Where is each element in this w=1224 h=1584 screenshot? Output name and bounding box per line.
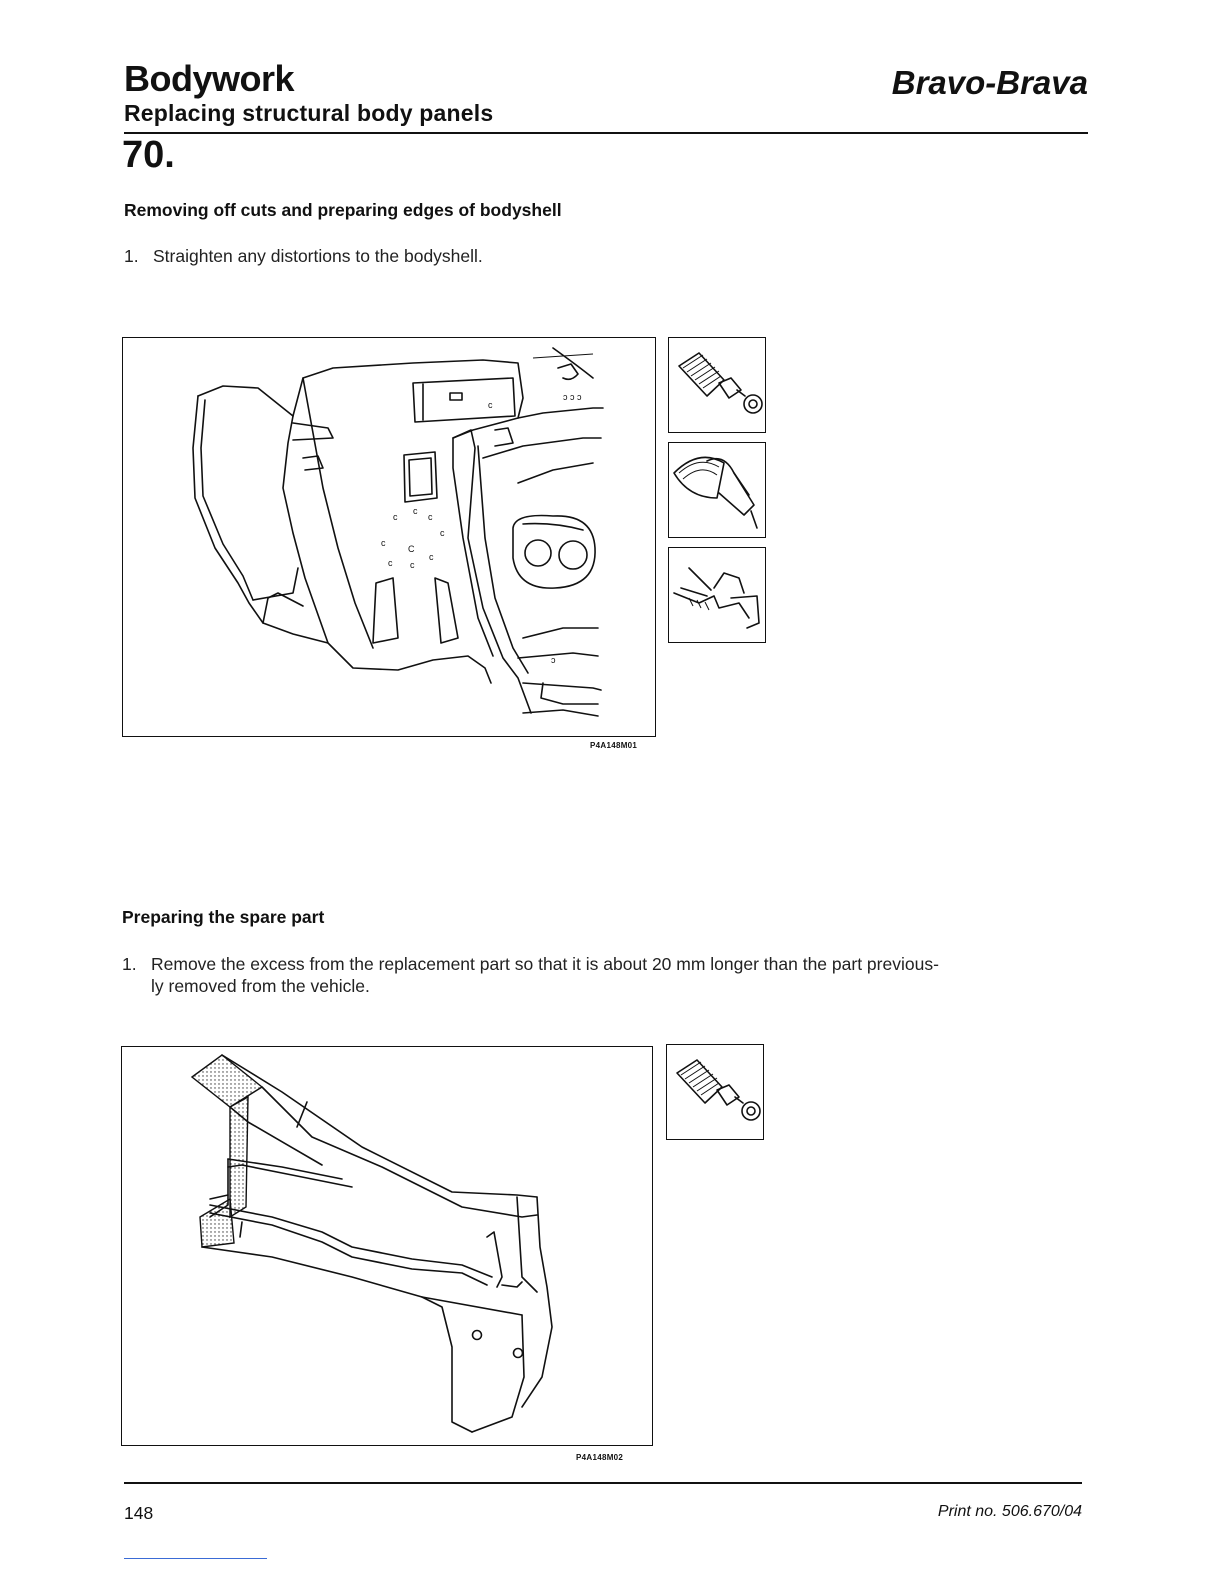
figure-code: P4A148M02 <box>576 1453 624 1462</box>
wire-brush-drill-icon <box>668 337 766 433</box>
svg-text:c: c <box>388 558 393 568</box>
section-number: 70. <box>122 134 175 176</box>
step-text: Straighten any distortions to the bodyshell. <box>153 246 483 266</box>
page-title: Bodywork <box>124 58 295 99</box>
bodyshell-drawing <box>123 338 654 735</box>
figure-spare-part <box>121 1046 653 1446</box>
svg-text:c: c <box>488 400 493 410</box>
figure-bodyshell-edges <box>122 337 656 737</box>
page-subtitle: Replacing structural body panels <box>124 100 494 126</box>
svg-text:c: c <box>440 528 445 538</box>
svg-text:c: c <box>428 512 433 522</box>
figure-code: P4A148M01 <box>590 741 638 750</box>
footer-link-underline <box>124 1558 267 1559</box>
svg-text:C: C <box>408 544 415 554</box>
step-number: 1. <box>124 246 139 266</box>
spray-gun-icon <box>668 547 766 643</box>
footer-divider <box>124 1482 1082 1484</box>
svg-text:c: c <box>381 538 386 548</box>
step-number: 1. <box>122 954 137 974</box>
section-heading-preparing-spare-part: Preparing the spare part <box>122 907 325 927</box>
print-number: Print no. 506.670/04 <box>937 1503 1082 1520</box>
brand-label: Bravo-Brava <box>891 64 1088 101</box>
svg-text:c: c <box>413 506 418 516</box>
svg-text:ɔ: ɔ <box>551 655 556 665</box>
section-heading-removing-off-cuts: Removing off cuts and preparing edges of bodyshell <box>124 200 562 220</box>
step-text-line-1: Remove the excess from the replacement part so that it is about 20 mm longer than the part previous- <box>151 954 939 974</box>
angle-grinder-icon <box>668 442 766 538</box>
spare-part-drawing <box>122 1047 651 1444</box>
step-1 <box>124 245 1024 269</box>
header-divider <box>124 132 1088 134</box>
wire-brush-drill-icon <box>666 1044 764 1140</box>
svg-text:c: c <box>410 560 415 570</box>
step-1-spare-part <box>122 953 1092 999</box>
step-text-line-2: ly removed from the vehicle. <box>151 976 370 996</box>
svg-text:ɔ ɔ ɔ: ɔ ɔ ɔ <box>563 392 582 402</box>
svg-text:c: c <box>429 552 434 562</box>
page-number: 148 <box>124 1503 154 1523</box>
svg-text:c: c <box>393 512 398 522</box>
